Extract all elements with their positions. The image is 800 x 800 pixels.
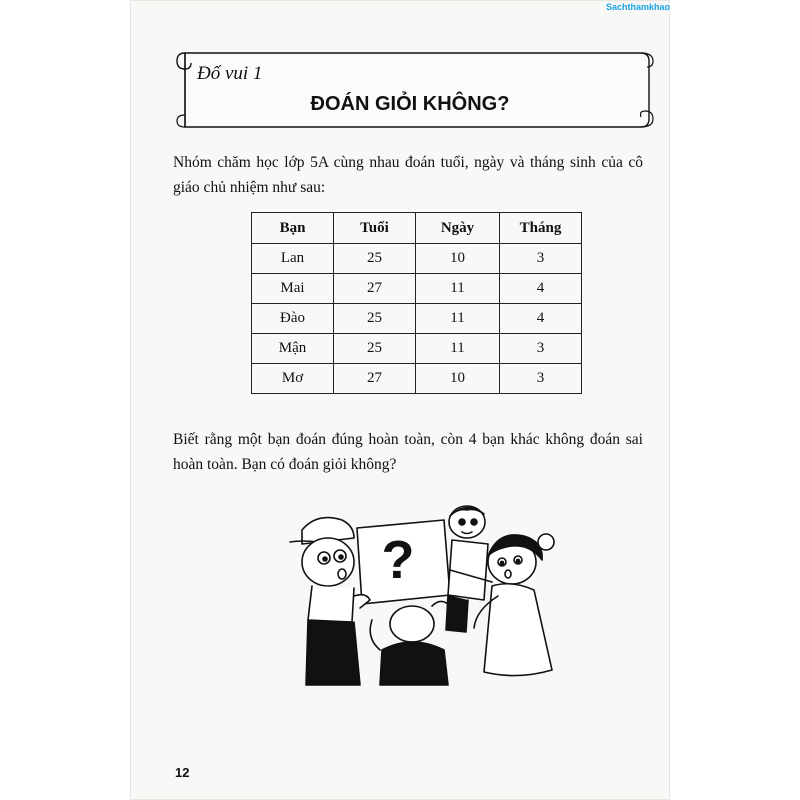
cell-day: 11	[416, 334, 500, 364]
page-title: ĐOÁN GIỎI KHÔNG?	[310, 93, 510, 115]
cell-name: Mận	[252, 334, 334, 364]
cell-name: Đào	[252, 304, 334, 334]
intro-paragraph: Nhóm chăm học lớp 5A cùng nhau đoán tuổi, ngày và tháng sinh của cô giáo chủ nhiệm như sau:	[173, 154, 643, 196]
table-row	[252, 364, 582, 394]
header-ngay: Ngày	[416, 213, 500, 244]
table-row	[252, 334, 582, 364]
header-tuoi: Tuổi	[334, 213, 416, 244]
title-banner	[175, 47, 655, 135]
cell-age: 25	[334, 334, 416, 364]
cell-name: Mai	[252, 274, 334, 304]
table-row	[252, 274, 582, 304]
cell-day: 11	[416, 304, 500, 334]
cell-age: 27	[334, 274, 416, 304]
cell-name: Mơ	[252, 364, 334, 394]
cell-month: 3	[500, 244, 582, 274]
guess-table	[251, 212, 582, 394]
cell-name: Lan	[252, 244, 334, 274]
table-row	[252, 244, 582, 274]
cell-month: 3	[500, 364, 582, 394]
question-mark-sign: ?	[381, 530, 415, 590]
children-with-question-sign-illustration	[262, 500, 562, 690]
cell-age: 25	[334, 244, 416, 274]
cell-month: 3	[500, 334, 582, 364]
page-number: 12	[175, 765, 190, 780]
table-row	[252, 304, 582, 334]
header-thang: Tháng	[500, 213, 582, 244]
table-header-row	[252, 213, 582, 244]
puzzle-number: Đố vui 1	[197, 63, 263, 84]
header-ban: Bạn	[252, 213, 334, 244]
cell-age: 25	[334, 304, 416, 334]
cell-day: 10	[416, 244, 500, 274]
question-paragraph: Biết rằng một bạn đoán đúng hoàn toàn, còn 4 bạn khác không đoán sai hoàn toàn. Bạn có đoán giỏi không?	[173, 431, 643, 473]
cell-day: 10	[416, 364, 500, 394]
scroll-banner-icon	[175, 47, 655, 135]
cell-age: 27	[334, 364, 416, 394]
cell-month: 4	[500, 304, 582, 334]
watermark-text: Sachthamkhao	[605, 2, 670, 12]
cell-month: 4	[500, 274, 582, 304]
cell-day: 11	[416, 274, 500, 304]
